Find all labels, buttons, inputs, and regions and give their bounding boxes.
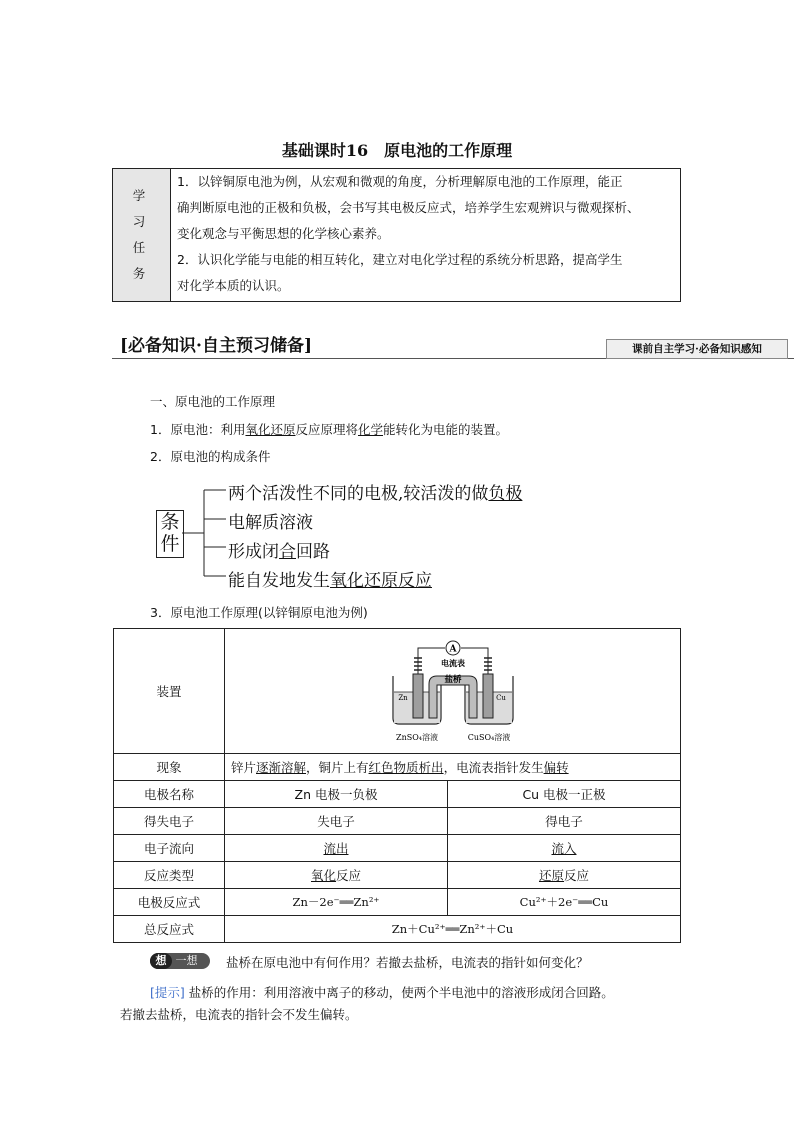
reaction-type-label: 反应类型 <box>114 862 225 889</box>
phenomenon-text-3: ，电流表指针发生 <box>443 760 544 775</box>
formula-label: 电极反应式 <box>114 889 225 916</box>
ammeter-label: 电流表 <box>440 658 465 668</box>
table-row-total <box>114 916 681 943</box>
device-label: 装置 <box>114 629 225 754</box>
phenomenon-label: 现象 <box>114 754 225 781</box>
working-principle-heading: 3．原电池工作原理(以锌铜原电池为例) <box>150 605 368 620</box>
learning-task-table <box>112 168 681 302</box>
task-line-2: 确判断原电池的正极和负极，会书写其电极反应式，培养学生宏观辨识与微观探析、 <box>177 200 640 215</box>
section-heading: [必备知识·自主预习储备] <box>120 336 313 356</box>
phenomenon-blank-2: 红色物质析出 <box>368 760 444 775</box>
flow-label: 电子流向 <box>114 835 225 862</box>
learning-task-label-top: 学 习 <box>132 188 154 229</box>
condition-3-pre: 形成闭 <box>228 542 279 562</box>
table-row-electrode <box>114 781 681 808</box>
table-row-device <box>114 629 681 754</box>
total-reaction-label: 总反应式 <box>114 916 225 943</box>
phenomenon-text-2: ，铜片上有 <box>306 760 369 775</box>
table-row-type <box>114 862 681 889</box>
electron-left: 失电子 <box>225 808 448 835</box>
condition-3-post: 回路 <box>296 542 330 562</box>
learning-task-label <box>113 169 171 302</box>
reaction-type-left <box>225 862 448 889</box>
table-row-flow <box>114 835 681 862</box>
condition-4-blank: 氧化还原反应 <box>330 571 432 591</box>
hint-answer-1: 盐桥的作用：利用溶液中离子的移动，使两个半电池中的溶液形成闭合回路。 <box>188 985 614 1000</box>
table-row-phenomenon <box>114 754 681 781</box>
think-badge-key: 想 <box>150 953 172 969</box>
hint-line <box>150 983 614 1001</box>
definition-blank-2: 化学 <box>358 422 384 437</box>
condition-1 <box>228 479 522 504</box>
reaction-type-right-post: 反应 <box>564 868 590 883</box>
galvanic-cell-diagram <box>383 634 523 750</box>
flow-right: 流入 <box>448 835 681 862</box>
salt-bridge-label: 盐桥 <box>443 675 462 685</box>
task-line-3: 变化观念与平衡思想的化学核心素养。 <box>177 226 390 241</box>
think-badge <box>150 953 210 969</box>
zinc-electrode-label: Zn <box>397 694 408 702</box>
conditions-bracket <box>182 478 232 588</box>
device-cell <box>225 629 681 754</box>
conditions-label-char-2: 件 <box>160 533 180 555</box>
condition-4 <box>228 566 432 591</box>
conditions-label-char-1: 条 <box>160 511 180 533</box>
flow-left: 流出 <box>225 835 448 862</box>
reaction-type-right-blank: 还原 <box>538 868 564 883</box>
page-title: 基础课时16 原电池的工作原理 <box>281 141 513 160</box>
electron-right: 得电子 <box>448 808 681 835</box>
phenomenon-text-1: 锌片 <box>231 760 257 775</box>
formula-right: Cu²⁺＋2e⁻══Cu <box>448 889 681 916</box>
total-reaction: Zn＋Cu²⁺══Zn²⁺＋Cu <box>225 916 681 943</box>
learning-task-label-bottom: 任 务 <box>132 240 154 281</box>
section-tag: 课前自主学习·必备知识感知 <box>606 339 788 359</box>
definition-mid: 反应原理将 <box>295 422 358 437</box>
principle-table <box>113 628 681 943</box>
condition-3 <box>228 537 330 562</box>
task-line-4: 2．认识化学能与电能的相互转化，建立对电化学过程的系统分析思路，提高学生 <box>177 252 623 267</box>
ammeter-symbol: A <box>449 644 456 655</box>
reaction-type-left-blank: 氧化 <box>310 868 336 883</box>
definition-pre: 1．原电池：利用 <box>150 422 246 437</box>
formula-left: Zn－2e⁻══Zn²⁺ <box>225 889 448 916</box>
phenomenon-cell <box>225 754 681 781</box>
phenomenon-blank-1: 逐渐溶解 <box>256 760 307 775</box>
condition-4-pre: 能自发地发生 <box>228 571 330 591</box>
think-question: 盐桥在原电池中有何作用？若撤去盐桥，电流表的指针如何变化？ <box>226 955 589 970</box>
right-solution-label: CuSO₄溶液 <box>467 733 510 742</box>
electrode-left: Zn 电极一负极 <box>225 781 448 808</box>
hint-label: [提示] <box>150 985 185 1000</box>
learning-task-body <box>171 169 681 302</box>
copper-electrode-label: Cu <box>495 694 506 702</box>
electrode-label: 电极名称 <box>114 781 225 808</box>
conditions-label-box <box>156 510 184 558</box>
left-solution-label: ZnSO₄溶液 <box>395 733 438 742</box>
conditions-heading: 2．原电池的构成条件 <box>150 449 271 464</box>
electrode-right: Cu 电极一正极 <box>448 781 681 808</box>
condition-1-blank: 负极 <box>488 484 523 504</box>
task-line-5: 对化学本质的认识。 <box>177 278 290 293</box>
subheading-principle: 一、原电池的工作原理 <box>150 394 276 409</box>
condition-1-text: 两个活泼性不同的电极,较活泼的做 <box>228 484 489 504</box>
condition-3-blank: 合 <box>279 542 296 562</box>
table-row-electron <box>114 808 681 835</box>
phenomenon-blank-3: 偏转 <box>543 760 569 775</box>
think-badge-rest: 一想 <box>175 954 198 967</box>
reaction-type-right <box>448 862 681 889</box>
condition-2: 电解质溶液 <box>228 513 313 533</box>
hint-answer-2: 若撤去盐桥，电流表的指针会不发生偏转。 <box>120 1007 358 1022</box>
definition-blank-1: 氧化还原 <box>245 422 296 437</box>
definition-post: 能转化为电能的装置。 <box>383 422 509 437</box>
definition-line <box>150 420 508 438</box>
table-row-formula <box>114 889 681 916</box>
reaction-type-left-post: 反应 <box>336 868 362 883</box>
task-line-1: 1．以锌铜原电池为例，从宏观和微观的角度，分析理解原电池的工作原理，能正 <box>177 174 623 189</box>
electron-label: 得失电子 <box>114 808 225 835</box>
